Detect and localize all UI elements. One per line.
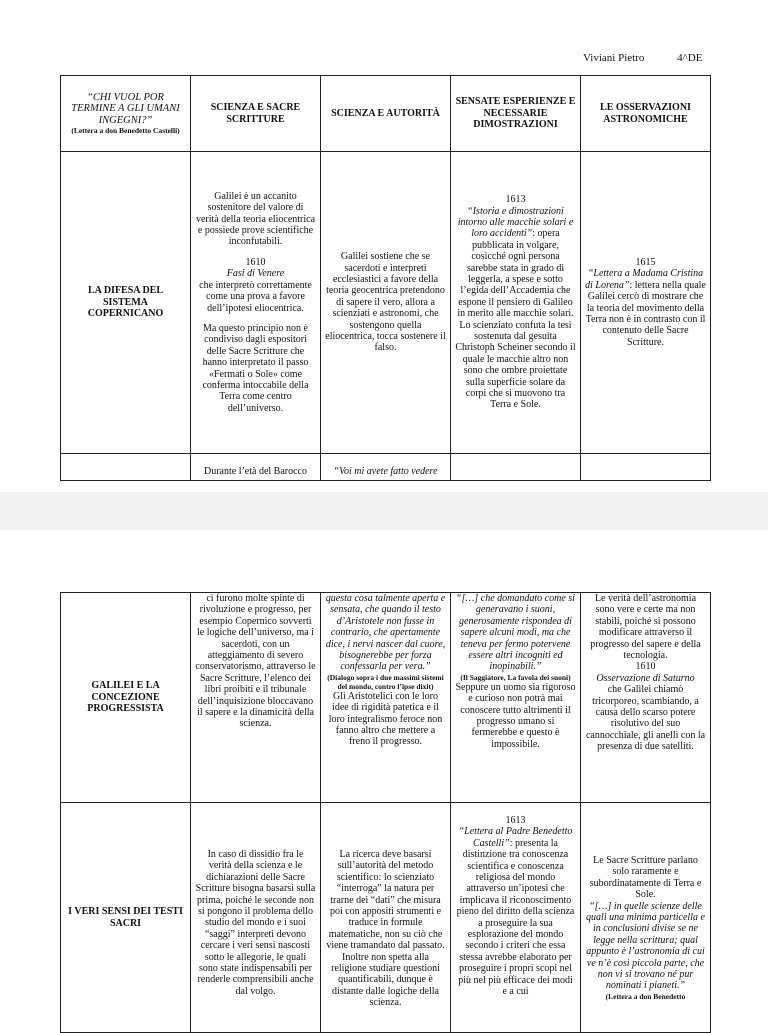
row2-c4-text-a: Le verità dell’astronomia sono vere e certe ma non stabili, poiché si possono modificare attraverso il progresso del sapere e della tecnologia. — [590, 593, 701, 662]
row1-cell-4 — [581, 152, 711, 454]
row2-cell-3 — [451, 593, 581, 803]
row2-c3-quote: “[…] che domandato come si generavano i suoni, generosamente rispondea di sapere alcuni modi, ma che teneva per fermo potervene essere altri incogniti ed inopinabili.” — [456, 593, 575, 673]
row2-c4-year: 1610 — [635, 661, 656, 673]
row3-c1-text: In caso di dissidio fra le verità della scienza e le dichiarazioni delle Sacre Scritture bisogna basarsi sulla prima, poiché le seconde non si pongono il problema dello studio del mondo e i suoi “saggi” interpreti devono cercare i veri sensi nascosti sotto le allegorie, le quali sono state indispensabili per renderle comprensibili anche dal volgo. — [195, 849, 316, 997]
row1-c3-year: 1613 — [505, 194, 526, 206]
row2-cell-1 — [191, 593, 321, 803]
header-col1: SCIENZA E SACRE SCRITTURE — [191, 76, 321, 152]
author-class: 4^DE — [677, 52, 703, 64]
author-name: Viviani Pietro — [583, 52, 645, 64]
header-col4: LE OSSERVAZIONI ASTRONOMICHE — [581, 76, 711, 152]
table-row — [61, 593, 711, 803]
header-row — [61, 76, 711, 152]
author-line — [583, 52, 702, 64]
row1-c4-work: “Lettera a Madama Cristina di Lorena” — [585, 268, 704, 291]
row3-c2-text: La ricerca deve basarsi sull’autorità del metodo scientifico: lo scienziato “interroga” la natura per trarne dei “dati” che misura poi con appositi strumenti e traduce in formule matematiche, non su ciò che viene tramandato dal passato. Inoltre non spetta alla religione studiare questioni quantificabili, dunque è distante dalle logiche della scienza. — [326, 849, 445, 1009]
row1-cell-3 — [451, 152, 581, 454]
row3-cell-1 — [191, 803, 321, 1033]
table-row — [61, 803, 711, 1033]
row1-cell-2 — [321, 152, 451, 454]
header-col2: SCIENZA E AUTORITÀ — [321, 76, 451, 152]
row2-c2-start: “Voi mi avete fatto vedere — [321, 454, 451, 481]
row1-c1-work: Fasi di Venere — [226, 268, 285, 280]
header-col3: SENSATE ESPERIENZE E NECESSARIE DIMOSTRAZIONI — [451, 76, 581, 152]
row2-c1-text: ci furono molte spinte di rivoluzione e progresso, per esempio Copernico sovvertì le logiche dell’universo, ma i sacerdoti, con un atteggiamento di severo conservatorismo, attraverso le Sacre Scritture, l’elenco dei libri proibiti e il tribunale dell’inquisizione bloccavano il sapere e la dinamicità della scienza. — [195, 593, 316, 730]
row3-c4-text-a: Le Sacre Scritture parlano solo raramente e subordinatamente di Terra e Sole. — [589, 855, 702, 901]
row1-c4-text: : lettera nella quale Galilei cercò di mostrare che la teoria del movimento della Terra non è in contrasto con il contenuto delle Sacre Scritture. — [585, 279, 706, 348]
row1-c4-year: 1615 — [635, 256, 656, 268]
row1-c1-text-a: Galilei è un accanito sostenitore del valore di verità della teoria eliocentrica e possiede prove scientifiche inconfutabili. — [195, 190, 316, 248]
row2-c2-quote: questa cosa talmente aperta e sensata, che quando il testo d’Aristotele non fusse in contrario, che apertamente dice, i nervi nascer dal cuore, bisognerebbe per forza confessarla per vera.” — [325, 593, 446, 673]
row3-title: I VERI SENSI DEI TESTI SACRI — [61, 803, 191, 1033]
row3-c3-work: “Lettera al Padre Benedetto Castelli” — [458, 826, 573, 849]
row2-c3-source: (Il Saggiatore, La favola dei suoni) — [460, 672, 571, 682]
row1-c1-text-c: Ma questo principio non è condiviso dagli espositori delle Sacre Scritture che hanno interpretato il passo «Fermati o Sole» come conferma intoccabile della Terra come centro dell’universo. — [202, 322, 309, 414]
row1-cell-1 — [191, 152, 321, 454]
table-page-1 — [60, 75, 711, 481]
row2-c4-work: Osservazione di Saturno — [596, 672, 695, 684]
page-gap — [0, 492, 768, 530]
row2-c1-start: Durante l’età del Barocco — [191, 454, 321, 481]
row1-c3-work: “Istoria e dimostrazioni intorno alle macchie solari e loro accidenti” — [457, 205, 574, 240]
table-row — [61, 152, 711, 454]
row2-c3-text: Seppure un uomo sia rigoroso e curioso non potrà mai conoscere tutto altrimenti il progresso umano si fermerebbe e questo è impossibile. — [455, 681, 576, 750]
row1-c2-text: Galilei sostiene che se sacerdoti e interpreti ecclesiastici a favore della teoria geocentrica pretendono di sapere il vero, allora a scienziati e astronomi, che sostengono quella eliocentrica, tocca sostenere il falso. — [325, 251, 446, 354]
row2-c2-text: Gli Aristotelici con le loro idee di rigidità patetica e il loro integralismo feroce non fanno altro che mettere a freno il progresso. — [328, 690, 443, 748]
table-row — [61, 454, 711, 481]
header-col0 — [61, 76, 191, 152]
row2-c2-source: (Dialogo sopra i due massimi sistemi del mondo, contro l’ipse dixit) — [327, 672, 444, 691]
row3-cell-4 — [581, 803, 711, 1033]
page-2 — [0, 530, 768, 1024]
header-quote-source: (Lettera a don Benedetto Castelli) — [71, 126, 180, 136]
row3-c4-quote: “[…] in quelle scienze delle quali una minima particella e in conclusioni divise se ne legge nella scrittura; qual appunto è l’astronomia di cui ve n’è così piccola parte, che non vi si trovano né pur nominati i pianeti.” — [586, 900, 705, 992]
row2-title: GALILEI E LA CONCEZIONE PROGRESSISTA — [61, 593, 191, 803]
row2-c4-text-b: che Galilei chiamò tricorporeo, scambiando, a causa dello scarso potere risolutivo del suo cannocchiale, gli anelli con la presenza di due satelliti. — [585, 684, 706, 753]
row3-c3-year: 1613 — [505, 815, 526, 826]
row2-title-start — [61, 454, 191, 481]
header-quote: “CHI VUOL POR TERMINE A GLI UMANI INGEGNI?” — [71, 91, 180, 126]
row2-cell-4 — [581, 593, 711, 803]
row2-c4-start — [581, 454, 711, 481]
row1-c1-text-b: che interpretò correttamente come una prova a favore dell’ipotesi eliocentrica. — [199, 279, 312, 314]
table-page-2 — [60, 592, 711, 1033]
row2-cell-2 — [321, 593, 451, 803]
row1-c1-year: 1610 — [245, 256, 266, 268]
row3-c4-source: (Lettera a don Benedetto — [605, 991, 686, 1001]
row1-title: LA DIFESA DEL SISTEMA COPERNICANO — [61, 152, 191, 454]
row3-cell-2 — [321, 803, 451, 1033]
row2-c3-start — [451, 454, 581, 481]
row3-cell-3 — [451, 803, 581, 1033]
page-1 — [0, 0, 768, 492]
row1-c3-text: : opera pubblicata in volgare, cosicché ogni persona sarebbe stata in grado di leggerla, a spese e sotto l’egida dell’Accademia che espone il pensiero di Galileo in merito alle macchie solari. Lo scienziato confuta la tesi sostenuta dal gesuita Christoph Scheiner secondo il quale le macchie altro non sono che ombre proiettate sulla superficie solare da corpi che si muovono tra Terra e Sole. — [455, 228, 576, 411]
row3-c3-text: : presenta la distinzione tra conoscenza scientifica e conoscenza religiosa del mondo attraverso un’ipotesi che implicava il riconoscimento pieno del diritto della scienza a proseguire la sua esplorazione del mondo secondo i criteri che essa stessa avrebbe elaborato per proseguire i propri scopi nel più nel più efficace dei modi e a cui — [456, 837, 575, 998]
